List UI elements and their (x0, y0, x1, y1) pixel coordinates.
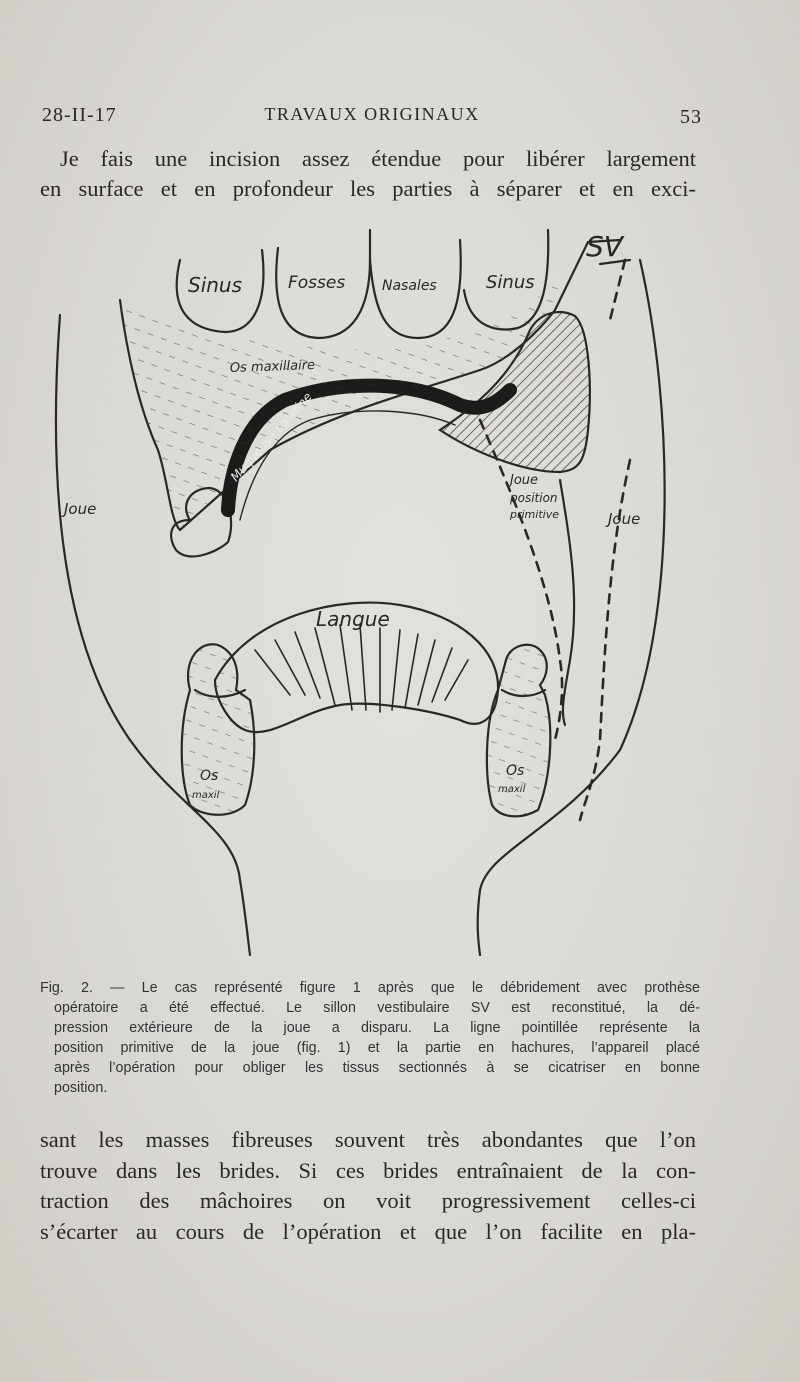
text-line: traction des mâchoires on voit progressivement celles-ci (40, 1188, 696, 1213)
figure-2-diagram (40, 220, 680, 960)
text-line: en surface et en profondeur les parties à séparer et en exci- (40, 176, 696, 201)
caption-line: position. (54, 1080, 108, 1096)
caption-line: opératoire a été effectué. Le sillon vestibulaire SV est reconstitué, la dé- (54, 1000, 700, 1016)
label-os-maxil-right-1: Os (506, 763, 525, 779)
label-os-maxil-left-1: Os (200, 768, 219, 784)
header-title: TRAVAUX ORIGINAUX (264, 104, 480, 124)
label-os-maxillaire: Os maxillaire (229, 358, 316, 376)
label-muqueuse-palatine: Muqueuse palatine (227, 389, 315, 485)
label-joue-left: Joue (64, 500, 97, 518)
header-date: 28-II-17 (42, 104, 117, 126)
running-header (42, 104, 702, 132)
label-fosses: Fosses (288, 273, 346, 293)
caption-line: pression extérieure de la joue a disparu. La ligne pointillée représente la (54, 1020, 700, 1036)
text-line: trouve dans les brides. Si ces brides entraînaient de la con- (40, 1157, 696, 1183)
paragraph-top (40, 144, 696, 204)
paragraph-bottom (40, 1125, 696, 1247)
label-sv: SV (586, 230, 623, 263)
label-os-maxil-right-2: maxil (498, 784, 526, 795)
label-joue-right: Joue (608, 510, 641, 528)
figure-caption (40, 978, 700, 1098)
label-sinus-right: Sinus (486, 272, 535, 293)
text-line: sant les masses fibreuses souvent très abondantes que l’on (40, 1127, 696, 1152)
anatomical-diagram (40, 220, 680, 960)
caption-line: position primitive de la joue (fig. 1) et la partie en hachures, l’appareil placé (54, 1040, 700, 1056)
caption-line: après l’opération pour obliger les tissus sectionnés à se cicatriser en bonne (54, 1060, 700, 1076)
text-line: s’écarter au cours de l’opération et que l’on facilite en pla- (40, 1218, 696, 1244)
label-joue-position-1: Joue (510, 473, 539, 488)
label-joue-position-2: position (510, 491, 558, 505)
text-line: Je fais une incision assez étendue pour libérer largement (60, 146, 696, 171)
label-joue-position-3: primitive (510, 508, 559, 521)
page-number: 53 (680, 106, 702, 128)
tongue-striations (255, 625, 468, 712)
label-langue: Langue (316, 607, 390, 631)
caption-line: Fig. 2. — Le cas représenté figure 1 après que le débridement avec prothèse (40, 980, 700, 996)
label-nasales: Nasales (382, 278, 437, 294)
label-os-maxil-left-2: maxil (192, 790, 220, 801)
label-sinus-left: Sinus (188, 273, 243, 297)
